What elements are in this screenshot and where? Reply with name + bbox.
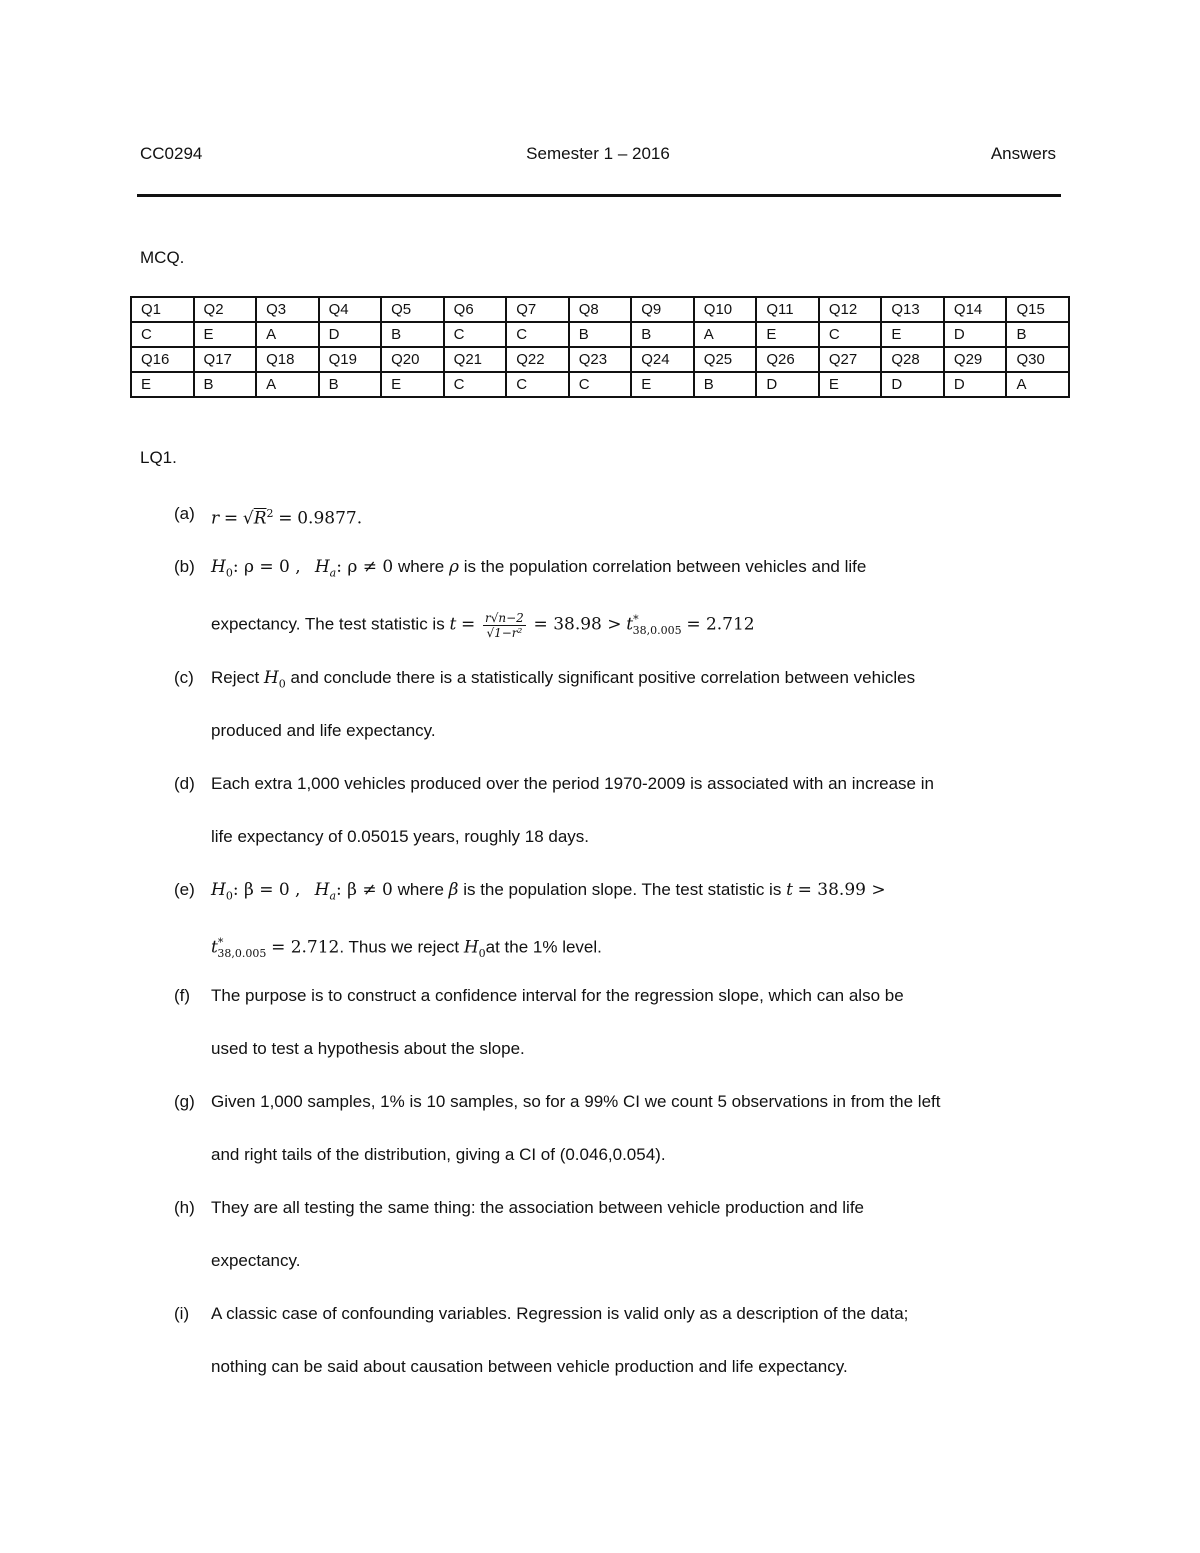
mcq-answer-cell: C [819,322,882,347]
mcq-question-cell: Q8 [569,297,632,322]
ha-subscript: a [329,566,337,580]
mcq-answer-table [130,296,1070,398]
mcq-answer-cell: D [319,322,382,347]
mcq-answer-cell: A [256,372,319,397]
mcq-answer-cell: B [694,372,757,397]
mcq-answer-row [131,322,1069,347]
text-fragment: is the population correlation between vehicles and life [463,557,867,576]
mcq-answer-cell: C [444,372,507,397]
mcq-question-cell: Q5 [381,297,444,322]
t-critical-subscript: 38,0.005 [217,947,267,961]
answer-e [174,874,1074,980]
page-header [140,144,1056,170]
h0-subscript: 0 [225,889,233,903]
mcq-question-cell: Q2 [194,297,257,322]
mcq-question-cell: Q9 [631,297,694,322]
mcq-question-cell: Q13 [881,297,944,322]
squared-exponent: 2 [266,507,274,520]
mcq-question-cell: Q18 [256,347,319,372]
t-critical-symbol: t [211,937,218,958]
course-code: CC0294 [140,144,203,163]
answer-label: (d) [174,774,195,793]
mcq-question-cell: Q17 [194,347,257,372]
document-type: Answers [990,144,1056,163]
header-divider [137,194,1061,197]
h0-subscript: 0 [278,677,286,691]
mcq-answer-cell: E [881,322,944,347]
mcq-question-cell: Q6 [444,297,507,322]
answer-line: Given 1,000 samples, 1% is 10 samples, so for a 99% CI we count 5 observations in from the left [211,1092,941,1111]
lq1-answers [174,498,1074,1404]
t-critical-superscript: * [217,936,224,949]
mcq-question-cell: Q25 [694,347,757,372]
mcq-question-cell: Q1 [131,297,194,322]
t-critical-value: = 2.712 [271,937,340,958]
r-value: 0.9877. [297,508,363,529]
t-value: = 38.99 > [797,880,886,900]
mcq-question-cell: Q12 [819,297,882,322]
mcq-answer-cell: D [944,372,1007,397]
mcq-answer-cell: E [819,372,882,397]
h0-symbol: H [463,937,479,958]
h0-subscript: 0 [225,566,233,580]
mcq-question-cell: Q4 [319,297,382,322]
test-statistic-fraction [483,611,526,640]
answer-d [174,768,1074,874]
text-fragment: is the population slope. The test statistic is [463,880,782,899]
mcq-answer-cell: D [944,322,1007,347]
t-critical-value: = 2.712 [686,614,755,635]
mcq-answer-cell: C [506,322,569,347]
mcq-question-cell: Q7 [506,297,569,322]
mcq-question-cell: Q27 [819,347,882,372]
beta-symbol: β [448,880,459,900]
mcq-question-cell: Q15 [1006,297,1069,322]
null-hypothesis: : ρ = 0 , [232,557,301,577]
mcq-answer-cell: E [381,372,444,397]
mcq-answer-cell: C [444,322,507,347]
semester-label: Semester 1 – 2016 [526,144,670,163]
answer-label: (e) [174,880,195,899]
text-where: where [397,557,445,576]
mcq-question-cell: Q16 [131,347,194,372]
equals-sign: = [278,508,293,529]
answer-h [174,1192,1074,1298]
answer-line: The purpose is to construct a confidence interval for the regression slope, which can also be [211,986,904,1005]
fraction-denominator: √1−r² [486,625,523,640]
answer-a [174,498,1074,551]
mcq-answer-cell: B [319,372,382,397]
fraction-numerator: r√n−2 [485,610,524,625]
mcq-heading: MCQ. [140,248,185,267]
r-squared-symbol: R [253,508,267,529]
mcq-answer-cell: B [631,322,694,347]
answer-line: and right tails of the distribution, giving a CI of (0.046,0.054). [211,1145,666,1164]
rho-symbol: ρ [448,557,459,577]
answer-label: (g) [174,1092,195,1111]
text-where: where [397,880,444,899]
mcq-answer-cell: B [381,322,444,347]
mcq-question-cell: Q23 [569,347,632,372]
equals-sign: = [223,508,239,529]
answer-label: (b) [174,557,195,576]
answer-label: (f) [174,986,191,1005]
text-fragment: Reject [211,668,260,687]
t-critical-symbol: t [626,614,634,635]
mcq-question-cell: Q20 [381,347,444,372]
alternative-hypothesis: : ρ ≠ 0 [336,557,394,577]
mcq-answer-cell: B [194,372,257,397]
mcq-question-cell: Q30 [1006,347,1069,372]
answer-line: nothing can be said about causation between vehicle production and life expectancy. [211,1357,848,1376]
h0-symbol: H [211,880,226,900]
t-variable: t [449,614,457,635]
mcq-question-row [131,347,1069,372]
t-critical-superscript: * [633,613,639,626]
mcq-answer-cell: D [756,372,819,397]
mcq-question-cell: Q24 [631,347,694,372]
mcq-question-row [131,297,1069,322]
mcq-answer-cell: E [194,322,257,347]
sqrt-symbol: √ [242,508,254,529]
mcq-question-cell: Q29 [944,347,1007,372]
mcq-answer-cell: E [631,372,694,397]
answer-label: (i) [174,1304,190,1323]
alternative-hypothesis: : β ≠ 0 [336,880,393,900]
mcq-answer-row [131,372,1069,397]
answer-line: produced and life expectancy. [211,721,436,740]
mcq-question-cell: Q19 [319,347,382,372]
text-fragment: at the 1% level. [485,937,602,957]
mcq-question-cell: Q10 [694,297,757,322]
answer-line: expectancy. [211,1251,301,1270]
mcq-question-cell: Q3 [256,297,319,322]
answer-c [174,662,1074,768]
mcq-answer-cell: C [569,372,632,397]
mcq-answer-cell: A [1006,372,1069,397]
mcq-question-cell: Q11 [756,297,819,322]
h0-subscript: 0 [478,947,486,961]
mcq-question-cell: Q14 [944,297,1007,322]
mcq-answer-cell: E [756,322,819,347]
answer-line: life expectancy of 0.05015 years, roughly 18 days. [211,827,590,846]
answer-b [174,551,1074,662]
mcq-answer-cell: A [694,322,757,347]
text-fragment: expectancy. The test statistic is [211,614,445,634]
t-value: = 38.98 > [533,614,622,635]
ha-symbol: H [314,557,330,577]
answer-label: (a) [174,504,195,523]
text-fragment: . Thus we reject [339,937,460,957]
mcq-question-cell: Q28 [881,347,944,372]
mcq-answer-cell: B [569,322,632,347]
mcq-answer-cell: E [131,372,194,397]
mcq-answer-cell: D [881,372,944,397]
r-variable: r [211,508,220,529]
mcq-answer-cell: A [256,322,319,347]
answer-label: (c) [174,668,194,687]
h0-symbol: H [211,557,226,577]
lq1-heading: LQ1. [140,448,177,467]
t-critical-subscript: 38,0.005 [632,624,682,638]
answer-label: (h) [174,1198,195,1217]
text-fragment: and conclude there is a statistically significant positive correlation between vehicles [290,668,916,687]
equals-sign: = [461,614,476,635]
mcq-answer-cell: C [131,322,194,347]
null-hypothesis: : β = 0 , [232,880,301,900]
h0-symbol: H [263,668,279,688]
answer-line: used to test a hypothesis about the slope. [211,1039,525,1058]
mcq-question-cell: Q21 [444,347,507,372]
t-variable: t [786,880,793,900]
mcq-question-cell: Q26 [756,347,819,372]
answer-g [174,1086,1074,1192]
ha-symbol: H [314,880,330,900]
mcq-question-cell: Q22 [506,347,569,372]
mcq-answer-cell: C [506,372,569,397]
answer-line: A classic case of confounding variables. Regression is valid only as a description of the data; [211,1304,909,1323]
answer-line: Each extra 1,000 vehicles produced over the period 1970-2009 is associated with an increase in [211,774,934,793]
ha-subscript: a [329,889,337,903]
answer-i [174,1298,1074,1404]
answer-f [174,980,1074,1086]
answer-line: They are all testing the same thing: the association between vehicle production and life [211,1198,865,1217]
mcq-answer-cell: B [1006,322,1069,347]
